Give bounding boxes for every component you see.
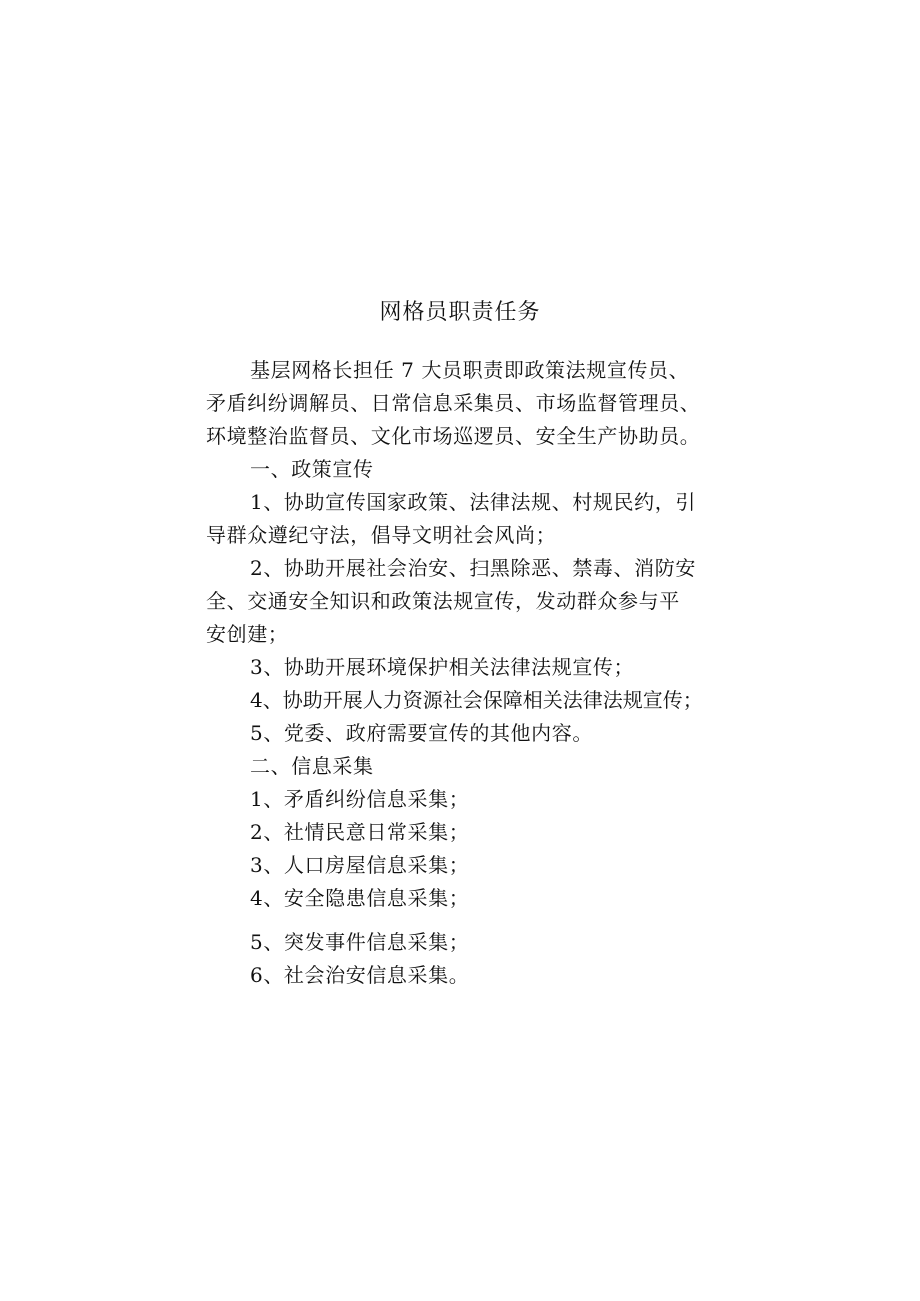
section-heading-info: 二、信息采集 (250, 754, 374, 778)
policy-item-2-line-1: 2、协助开展社会治安、扫黑除恶、禁毒、消防安 (250, 556, 696, 580)
info-item-5: 5、突发事件信息采集； (250, 930, 470, 954)
info-item-4: 4、安全隐患信息采集； (250, 886, 470, 910)
policy-item-2-line-3: 安创建； (206, 622, 289, 646)
info-item-6: 6、社会治安信息采集。 (250, 963, 470, 987)
policy-item-2-line-2: 全、交通安全知识和政策法规宣传，发动群众参与平 (206, 589, 680, 613)
policy-item-1-line-1: 1、协助宣传国家政策、法律法规、村规民约，引 (250, 490, 696, 514)
policy-item-1-line-2: 导群众遵纪守法，倡导文明社会风尚； (206, 523, 557, 547)
document-title: 网格员职责任务 (379, 300, 541, 325)
policy-item-4: 4、协助开展人力资源社会保障相关法律法规宣传； (250, 688, 703, 712)
intro-line-2: 矛盾纠纷调解员、日常信息采集员、市场监督管理员、 (206, 391, 701, 415)
intro-line-3: 环境整治监督员、文化市场巡逻员、安全生产协助员。 (206, 424, 701, 448)
section-heading-policy: 一、政策宣传 (250, 457, 374, 481)
policy-item-3: 3、协助开展环境保护相关法律法规宣传； (250, 655, 635, 679)
intro-line-1: 基层网格长担任 7 大员职责即政策法规宣传员、 (250, 358, 690, 382)
info-item-3: 3、人口房屋信息采集； (250, 853, 470, 877)
policy-item-5: 5、党委、政府需要宣传的其他内容。 (250, 721, 593, 745)
info-item-1: 1、矛盾纠纷信息采集； (250, 787, 470, 811)
info-item-2: 2、社情民意日常采集； (250, 820, 470, 844)
